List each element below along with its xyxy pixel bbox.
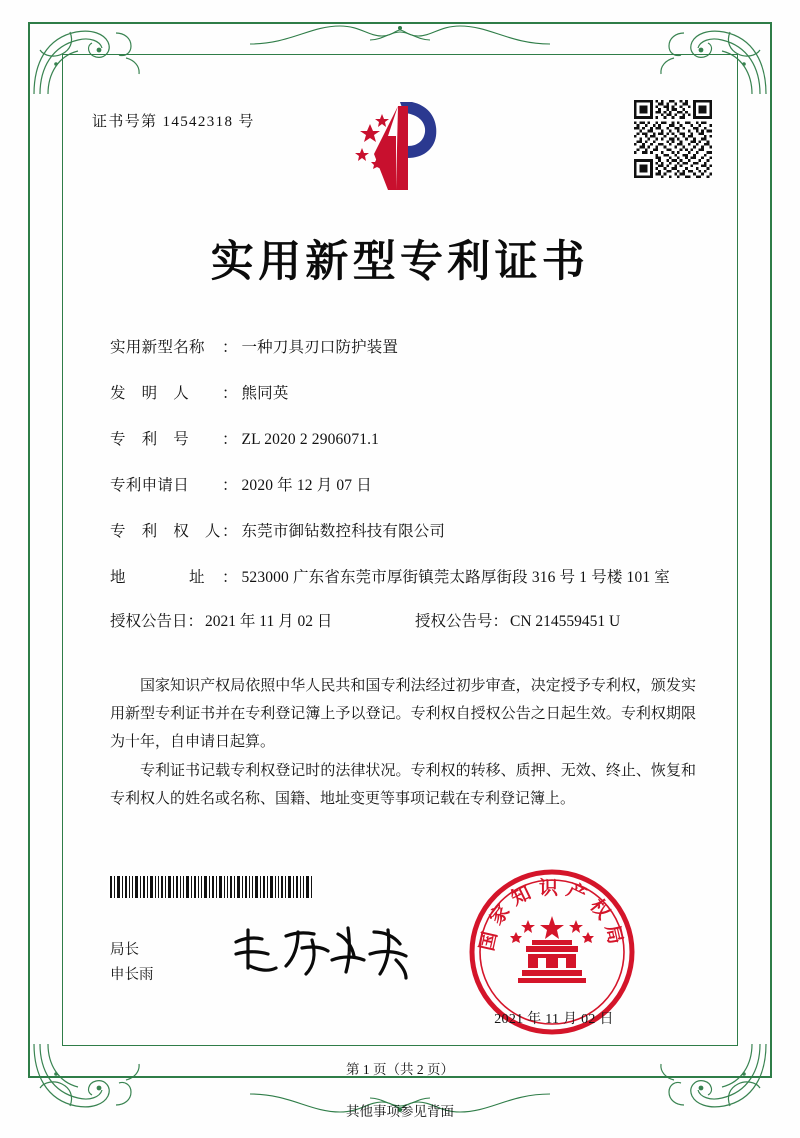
field-colon: ： [222, 385, 238, 403]
field-row-patent-number [110, 428, 700, 452]
signature-block [110, 938, 154, 987]
grant-announcement-number-value: CN 214559451 U [510, 613, 621, 631]
certificate-body-text [110, 672, 696, 815]
field-colon: ： [222, 477, 238, 495]
field-value: 523000 广东省东莞市厚街镇莞太路厚街段 316 号 1 号楼 101 室 [241, 569, 670, 587]
field-label: 地 址 [110, 569, 205, 587]
qr-code-icon [634, 100, 712, 178]
signatory-name: 申长雨 [110, 966, 154, 983]
field-row-utility-model-name [110, 336, 700, 360]
field-value: 熊同英 [241, 385, 289, 403]
grant-announcement-number-group [415, 610, 700, 634]
field-label: 实用新型名称 [110, 339, 205, 356]
body-paragraph-2: 专利证书记载专利权登记时的法律状况。专利权的转移、质押、无效、终止、恢复和专利权人的姓名或名称、国籍、地址变更等事项记载在专利登记簿上。 [110, 761, 696, 807]
grant-announcement-date-value: 2021 年 11 月 02 日 [205, 613, 333, 631]
field-colon: ： [222, 569, 238, 587]
grant-announcement-date-label: 授权公告日： [110, 613, 204, 631]
footer-note: 其他事项参见背面 [346, 1104, 454, 1119]
field-colon: ： [222, 431, 238, 449]
cnipa-logo-icon [352, 96, 452, 196]
page-number: 第 1 页（共 2 页） [346, 1062, 454, 1077]
field-value: 东莞市御钻数控科技有限公司 [241, 523, 446, 541]
body-paragraph-1: 国家知识产权局依照中华人民共和国专利法经过初步审查，决定授予专利权，颁发实用新型专利证书并在专利登记簿上予以登记。专利权自授权公告之日起生效。专利权期限为十年，自申请日起算。 [110, 676, 696, 750]
handwritten-signature-icon [228, 920, 418, 990]
certificate-fields [110, 336, 700, 652]
field-row-application-date [110, 474, 700, 498]
field-label: 发 明 人 [110, 385, 190, 403]
corner-ornament-top-right-icon [652, 24, 770, 98]
page-title: 实用新型专利证书 [210, 237, 590, 287]
field-value: 2020 年 12 月 07 日 [241, 477, 372, 495]
barcode-icon [108, 876, 314, 898]
field-row-patentee [110, 520, 700, 544]
grant-announcement-number-label: 授权公告号： [415, 613, 509, 631]
field-row-grant-announcement [110, 610, 700, 634]
field-label: 专 利 权 人 [110, 523, 221, 541]
field-row-address [110, 566, 700, 590]
svg-text:国家知识产权局: 国家知识产权局 [475, 876, 629, 953]
corner-ornament-top-left-icon [30, 24, 148, 98]
seal-date: 2021 年 11 月 02 日 [494, 1012, 614, 1027]
field-row-inventor [110, 382, 700, 406]
field-label: 专 利 号 [110, 431, 190, 449]
certificate-number: 证书号第 14542318 号 [92, 114, 255, 130]
field-colon: ： [222, 523, 238, 541]
signatory-role: 局长 [110, 942, 139, 958]
field-colon: ： [222, 339, 238, 356]
top-center-ornament-icon [250, 20, 550, 48]
field-value: 一种刀具刃口防护装置 [241, 339, 399, 356]
grant-announcement-date-group [110, 610, 415, 634]
field-label: 专利申请日 [110, 477, 190, 495]
field-value: ZL 2020 2 2906071.1 [241, 431, 380, 449]
